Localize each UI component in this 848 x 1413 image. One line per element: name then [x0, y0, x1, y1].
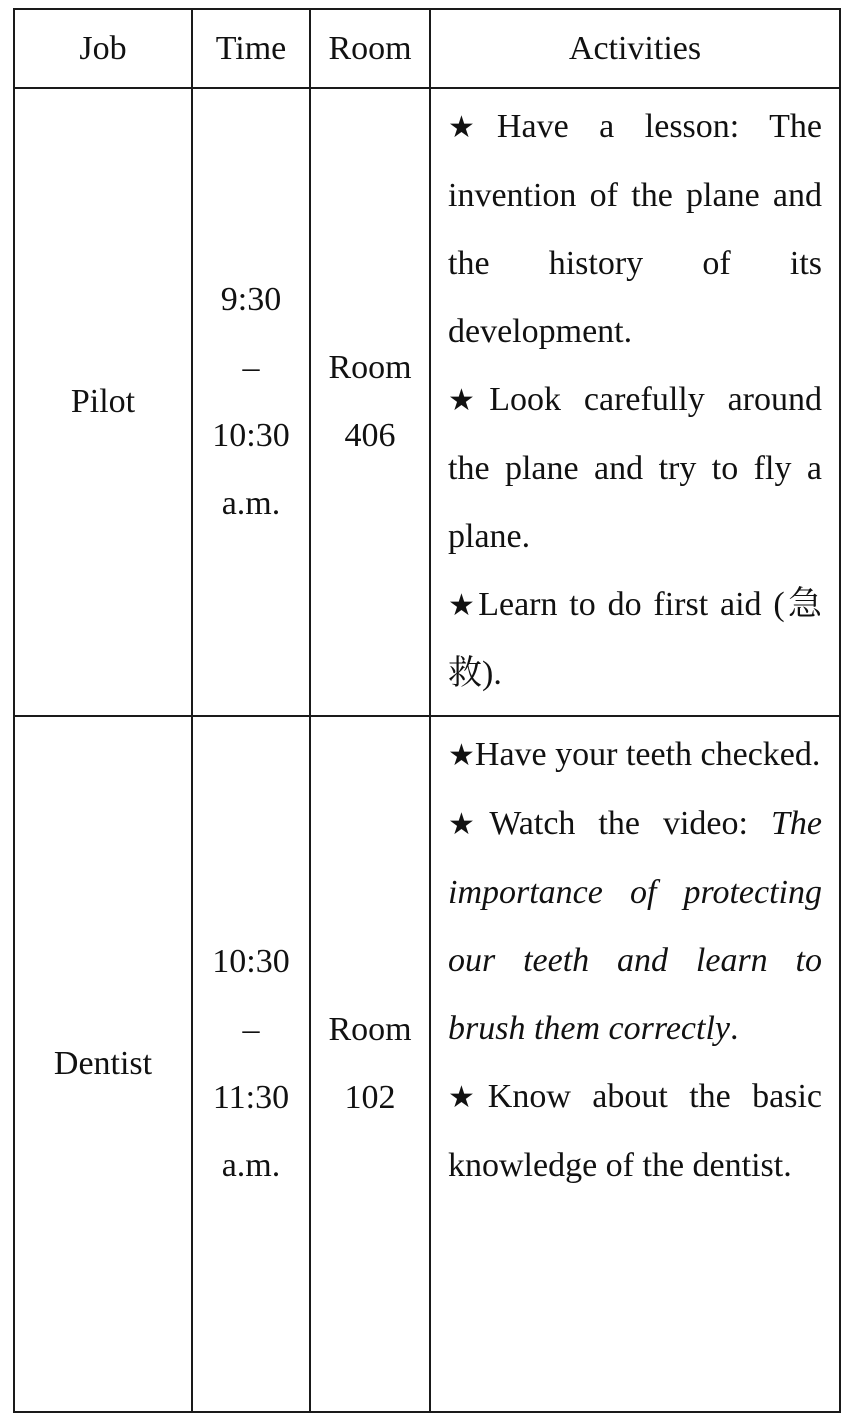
activity-item	[448, 721, 822, 790]
activity-item	[448, 1063, 822, 1200]
header-activities: Activities	[430, 9, 840, 88]
activities-cell	[430, 716, 840, 1412]
time-dash: –	[242, 1011, 260, 1048]
activity-item	[448, 790, 822, 1063]
star-icon: ★	[448, 738, 475, 773]
star-icon: ★	[448, 807, 490, 842]
time-suffix: a.m.	[221, 485, 281, 522]
header-job: Job	[14, 9, 192, 88]
job-schedule-table	[13, 8, 841, 1413]
time-start: 9:30	[220, 281, 282, 318]
activity-text: Have a lesson: The invention of the plane and the history of its development.	[448, 108, 822, 350]
time-end: 10:30	[212, 417, 290, 454]
star-icon: ★	[448, 110, 497, 145]
header-row	[14, 9, 840, 88]
activity-text-end: .	[730, 1010, 739, 1047]
activity-item	[448, 93, 822, 366]
activity-text: Learn to do first aid (急救).	[448, 586, 822, 692]
room-label: Room	[328, 1011, 412, 1048]
time-end: 11:30	[212, 1079, 290, 1116]
activity-text: Look carefully around the plane and try to fly a plane.	[448, 381, 822, 555]
activity-item	[448, 366, 822, 571]
video-title: The importance of protecting our teeth and learn to brush them correctly	[448, 805, 822, 1047]
room-cell	[310, 716, 430, 1412]
activities-cell	[430, 88, 840, 716]
job-cell	[14, 716, 192, 1412]
header-room: Room	[310, 9, 430, 88]
activity-item	[448, 571, 822, 708]
room-number: 406	[344, 417, 396, 454]
header-time: Time	[192, 9, 310, 88]
star-icon: ★	[448, 588, 479, 623]
star-icon: ★	[448, 1080, 488, 1115]
job-name: Dentist	[53, 1045, 153, 1082]
time-suffix: a.m.	[221, 1147, 281, 1184]
room-number: 102	[344, 1079, 396, 1116]
job-cell	[14, 88, 192, 716]
activity-text: Know about the basic knowledge of the dentist.	[448, 1078, 822, 1184]
time-start: 10:30	[212, 943, 290, 980]
room-cell	[310, 88, 430, 716]
table-row	[14, 716, 840, 1412]
table-row	[14, 88, 840, 716]
job-name: Pilot	[70, 383, 136, 420]
room-label: Room	[328, 349, 412, 386]
time-dash: –	[242, 349, 260, 386]
time-cell	[192, 716, 310, 1412]
activity-text: Have your teeth checked.	[474, 736, 821, 773]
star-icon: ★	[448, 383, 490, 418]
activity-text: Watch the video:	[489, 805, 771, 842]
time-cell	[192, 88, 310, 716]
